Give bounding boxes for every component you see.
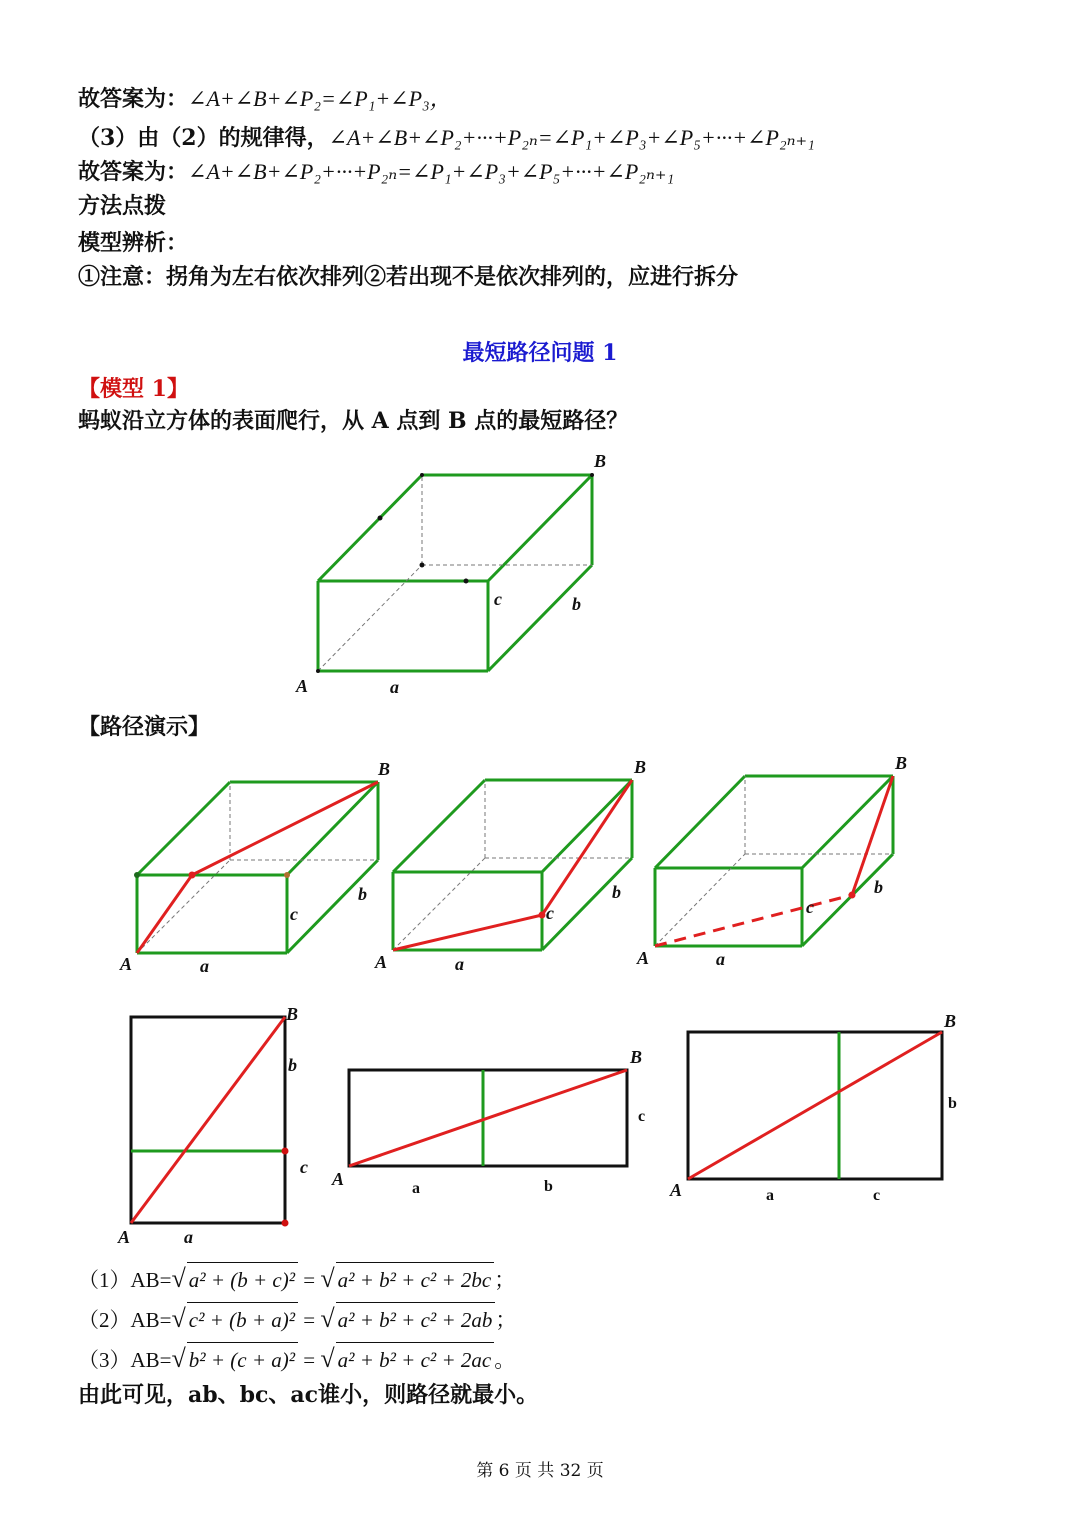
- demo3-label-b: b: [874, 877, 883, 897]
- path-demo-boxes: [110, 755, 930, 985]
- net3-label-A: A: [670, 1180, 683, 1200]
- section-title: 最短路径问题 1: [462, 340, 618, 366]
- demo2-label-B: B: [634, 757, 647, 777]
- part3-line: [78, 123, 815, 153]
- page-footer: 第 6 页 共 32 页: [476, 1461, 604, 1481]
- formula-3-result: a² + b² + c² + 2ac: [336, 1342, 495, 1377]
- main-box-figure: [290, 445, 630, 705]
- demo1-label-a: a: [200, 956, 209, 976]
- method-title: 方法点拨: [78, 193, 167, 219]
- formula-3-radicand: b² + (c + a)²: [187, 1342, 298, 1377]
- formula-1-end: ；: [494, 1268, 516, 1292]
- net1-label-A: A: [118, 1227, 131, 1247]
- demo2-label-A: A: [375, 952, 388, 972]
- answer-line-2: [78, 84, 452, 114]
- answer3-formula: ∠A+∠B+∠P₂+···+P₂ₙ=∠P₁+∠P₃+∠P₅+···+∠P₂ₙ₊₁: [188, 159, 675, 184]
- label-a: a: [390, 677, 399, 697]
- net2-label-a: a: [412, 1180, 420, 1197]
- demo2-label-a: a: [455, 954, 464, 974]
- demo1-label-b: b: [358, 884, 367, 904]
- label-b: b: [572, 594, 581, 614]
- formula-1: （1）AB=√ a² + (b + c)² = √ a² + b² + c² + 2bc ；: [78, 1262, 515, 1297]
- demo2-label-b: b: [612, 882, 621, 902]
- question: 蚂蚁沿立方体的表面爬行，从 A 点到 B 点的最短路径？: [78, 408, 629, 434]
- formula-2-result: a² + b² + c² + 2ab: [336, 1302, 496, 1337]
- formula-3-equals: =: [298, 1348, 321, 1372]
- path-demo: 【路径演示】: [78, 714, 211, 740]
- answer-formula: ∠A+∠B+∠P₂=∠P₁+∠P₃，: [188, 86, 452, 111]
- net3-label-a: a: [766, 1187, 774, 1204]
- net2-label-c: c: [638, 1108, 646, 1125]
- formula-1-equals: =: [298, 1268, 321, 1292]
- net2-label-A: A: [332, 1169, 345, 1189]
- demo2-label-c: c: [546, 903, 554, 923]
- demo1-label-A: A: [120, 954, 133, 974]
- part3-prefix: （3）由（2）的规律得，: [78, 125, 329, 151]
- net3-label-B: B: [944, 1011, 957, 1031]
- conclusion: 由此可见，ab、bc、ac谁小，则路径就最小。: [78, 1382, 539, 1408]
- demo1-label-c: c: [290, 904, 298, 924]
- demo3-label-A: A: [637, 948, 650, 968]
- label-B: B: [594, 451, 607, 471]
- net3-label-b: b: [948, 1095, 957, 1112]
- formula-2-radicand: c² + (b + a)²: [187, 1302, 298, 1337]
- net1-label-c: c: [300, 1157, 308, 1177]
- formula-1-radicand: a² + (b + c)²: [187, 1262, 298, 1297]
- formula-1-result: a² + b² + c² + 2bc: [336, 1262, 495, 1297]
- demo1-label-B: B: [378, 759, 391, 779]
- net2-label-B: B: [630, 1047, 643, 1067]
- part3-formula: ∠A+∠B+∠P₂+···+P₂ₙ=∠P₁+∠P₃+∠P₅+···+∠P₂ₙ₊₁: [328, 125, 815, 150]
- formula-3-prefix: （3）AB=: [78, 1348, 172, 1372]
- answer-prefix: 故答案为：: [78, 86, 189, 112]
- formula-3: （3）AB=√ b² + (c + a)² = √ a² + b² + c² + 2ac 。: [78, 1342, 515, 1377]
- formula-2-equals: =: [298, 1308, 321, 1332]
- demo3-label-a: a: [716, 949, 725, 969]
- notes: ①注意：拐角为左右依次排列②若出现不是依次排列的，应进行拆分: [78, 264, 739, 290]
- model-label: 【模型 1】: [78, 376, 189, 402]
- net1-label-b: b: [288, 1055, 297, 1075]
- answer3-prefix: 故答案为：: [78, 159, 189, 185]
- demo3-label-c: c: [806, 897, 814, 917]
- net1-label-B: B: [286, 1005, 299, 1024]
- formula-2-end: ；: [495, 1308, 517, 1332]
- net2-label-b: b: [544, 1178, 553, 1195]
- formula-1-prefix: （1）AB=: [78, 1268, 172, 1292]
- formula-2-prefix: （2）AB=: [78, 1308, 172, 1332]
- net3-label-c: c: [873, 1187, 881, 1204]
- formula-2: （2）AB=√ c² + (b + a)² = √ a² + b² + c² + 2ab ；: [78, 1302, 516, 1337]
- formula-3-end: 。: [494, 1348, 516, 1372]
- model-analysis: 模型辨析：: [78, 230, 189, 256]
- label-A: A: [296, 676, 309, 696]
- demo3-label-B: B: [895, 755, 908, 773]
- answer-line-3: [78, 157, 674, 187]
- label-c: c: [494, 589, 502, 609]
- net1-label-a: a: [184, 1227, 193, 1247]
- unfolded-nets: [110, 1005, 970, 1250]
